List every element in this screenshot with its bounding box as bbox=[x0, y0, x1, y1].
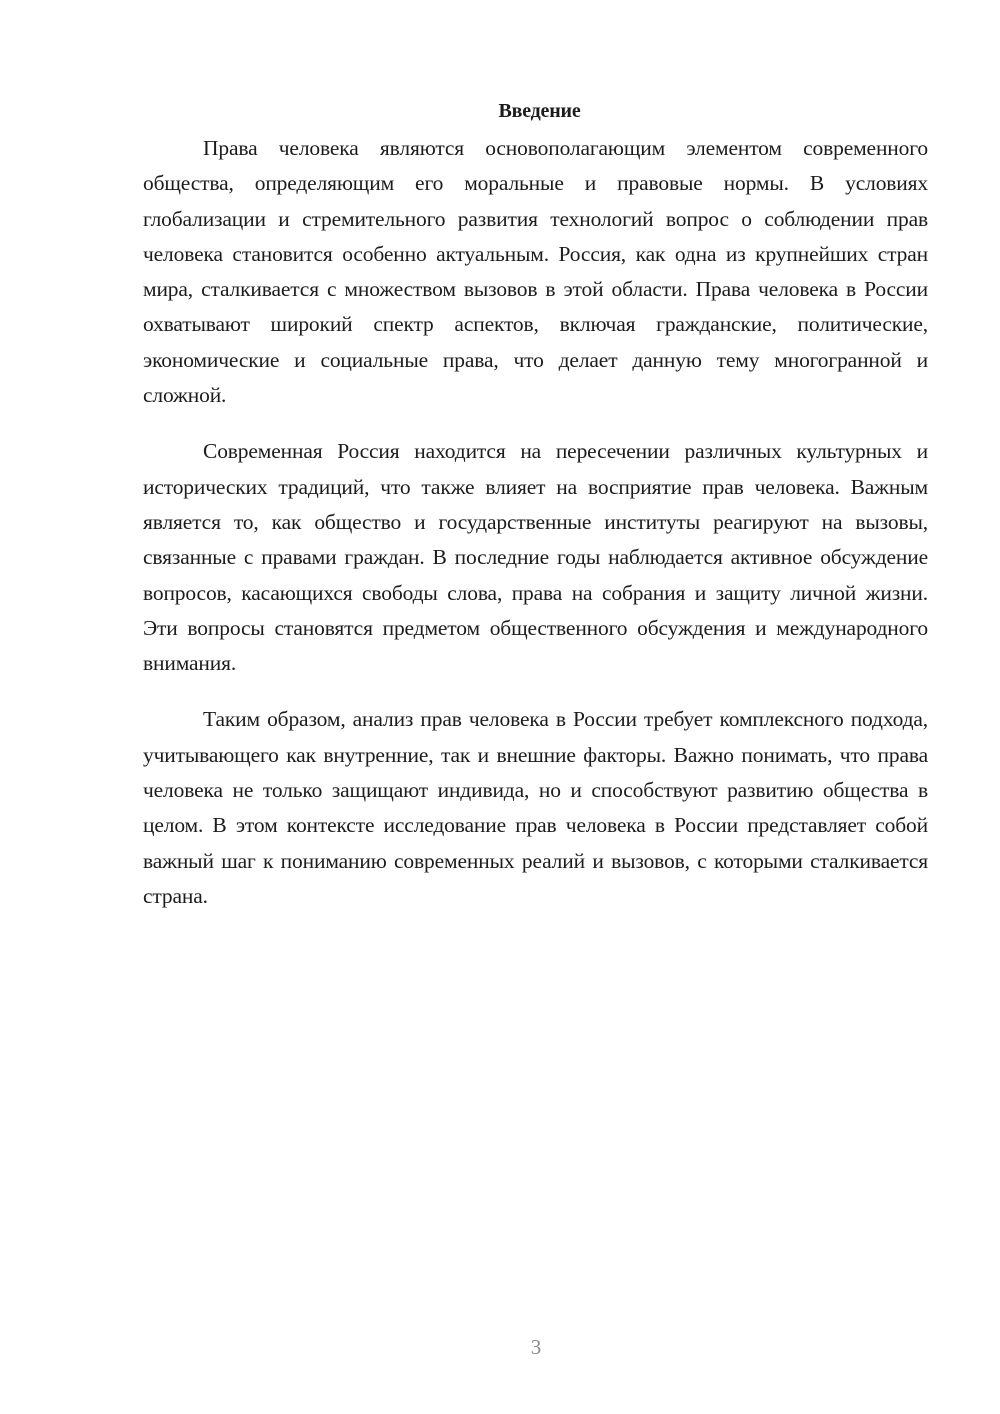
paragraph-3: Таким образом, анализ прав человека в России требует комплексного подхода, учитывающего как внутренние, так и внешние факторы. Важно понимать, что права человека не только защищают индивида, но и способствуют развитию общества в целом. В этом контексте исследование прав человека в России представляет собой важный шаг к пониманию современных реалий и вызовов, с которыми сталкивается страна. bbox=[143, 707, 928, 908]
page-number: 3 bbox=[530, 1335, 542, 1359]
page-content bbox=[143, 96, 928, 914]
paragraph-2: Современная Россия находится на пересечении различных культурных и исторических традиций, что также влияет на восприятие прав человека. Важным является то, как общество и государственные институты реагируют на вызовы, связанные с правами граждан. В последние годы наблюдается активное обсуждение вопросов, касающихся свободы слова, права на собрания и защиту личной жизни. Эти вопросы становятся предметом общественного обсуждения и международного внимания. bbox=[143, 439, 928, 676]
section-heading: Введение bbox=[498, 100, 581, 122]
paragraph-1: Права человека являются основополагающим элементом современного общества, определяющим его моральные и правовые нормы. В условиях глобализации и стремительного развития технологий вопрос о соблюдении прав человека становится особенно актуальным. Россия, как одна из крупнейших стран мира, сталкивается с множеством вызовов в этой области. Права человека в России охватывают широкий спектр аспектов, включая гражданские, политические, экономические и социальные права, что делает данную тему многогранной и сложной. bbox=[143, 136, 928, 408]
